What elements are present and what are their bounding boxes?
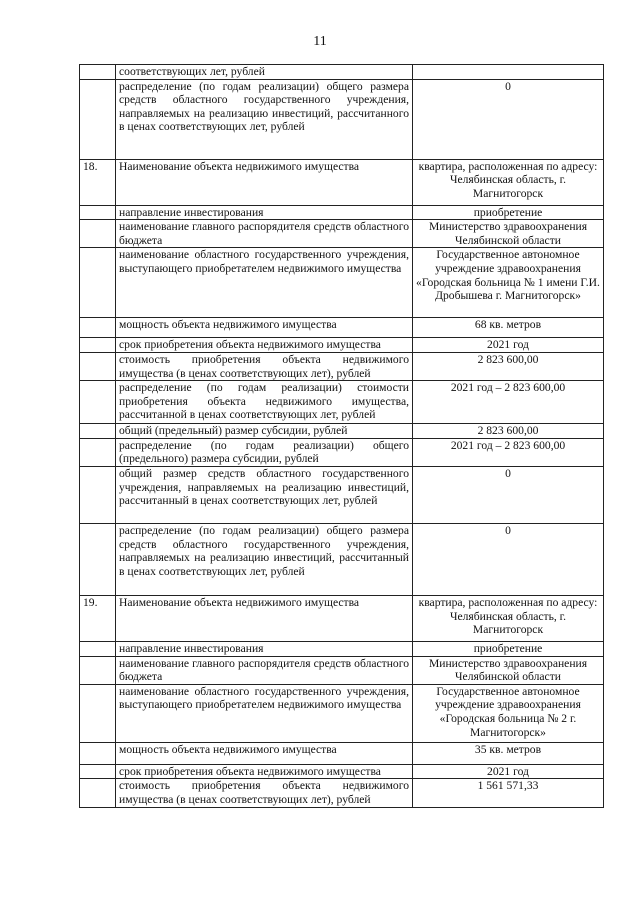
row-parameter-value: Государственное автономное учреждение здравоохранения «Городская больница № 1 имени Г.И. Дробышева г. Магнитогорск» [413,248,604,318]
table-row [80,764,604,779]
table-row [80,424,604,439]
table-row [80,352,604,380]
row-number [80,466,116,523]
row-parameter-value: 2021 год [413,764,604,779]
row-parameter-value: 0 [413,79,604,159]
table-row [80,159,604,205]
table-row [80,779,604,807]
row-parameter-name: соответствующих лет, рублей [116,65,413,80]
row-number [80,352,116,380]
table-row [80,79,604,159]
row-number [80,248,116,318]
table-row [80,318,604,338]
row-parameter-value: Министерство здравоохранения Челябинской области [413,220,604,248]
row-parameter-name: распределение (по годам реализации) общего размера средств областного государственного учреждения, направляемых на реализацию инвестиций, рассчитанного в ценах соответствующих лет, рублей [116,79,413,159]
row-parameter-name: мощность объекта недвижимого имущества [116,318,413,338]
row-number [80,424,116,439]
row-number: 19. [80,595,116,641]
row-number [80,79,116,159]
row-parameter-value: Государственное автономное учреждение здравоохранения «Городская больница № 2 г. Магнитогорск» [413,684,604,742]
row-number [80,205,116,220]
row-parameter-value: 0 [413,523,604,595]
row-number [80,438,116,466]
page-number: 11 [313,34,327,49]
row-parameter-name: стоимость приобретения объекта недвижимого имущества (в ценах соответствующих лет), рублей [116,779,413,807]
row-parameter-value: приобретение [413,205,604,220]
row-parameter-name: срок приобретения объекта недвижимого имущества [116,764,413,779]
table-body [80,65,604,808]
row-parameter-value: 2 823 600,00 [413,352,604,380]
row-parameter-value: 2 823 600,00 [413,424,604,439]
table-row [80,220,604,248]
row-parameter-name: Наименование объекта недвижимого имущества [116,159,413,205]
row-number [80,523,116,595]
table-row [80,656,604,684]
table-row [80,742,604,764]
row-parameter-value: квартира, расположенная по адресу: Челябинская область, г. Магнитогорск [413,159,604,205]
row-parameter-value: квартира, расположенная по адресу: Челябинская область, г. Магнитогорск [413,595,604,641]
row-parameter-value [413,65,604,80]
table-row [80,595,604,641]
table-row [80,641,604,656]
row-parameter-name: наименование главного распорядителя средств областного бюджета [116,656,413,684]
row-parameter-value: 68 кв. метров [413,318,604,338]
row-parameter-value: 2021 год – 2 823 600,00 [413,381,604,424]
row-number [80,220,116,248]
row-parameter-value: Министерство здравоохранения Челябинской области [413,656,604,684]
row-parameter-value: 0 [413,466,604,523]
table-row [80,438,604,466]
table-row [80,523,604,595]
table-row [80,248,604,318]
row-number [80,764,116,779]
row-number [80,656,116,684]
row-parameter-name: наименование областного государственного учреждения, выступающего приобретателем недвижимого имущества [116,248,413,318]
table-row [80,466,604,523]
row-parameter-value: 2021 год – 2 823 600,00 [413,438,604,466]
row-number [80,65,116,80]
row-parameter-value: 1 561 571,33 [413,779,604,807]
row-number [80,381,116,424]
row-number [80,684,116,742]
row-parameter-name: наименование главного распорядителя средств областного бюджета [116,220,413,248]
row-number [80,641,116,656]
row-parameter-value: 35 кв. метров [413,742,604,764]
row-number [80,318,116,338]
row-number [80,779,116,807]
row-parameter-name: стоимость приобретения объекта недвижимого имущества (в ценах соответствующих лет), рублей [116,352,413,380]
row-parameter-name: распределение (по годам реализации) общего размера средств областного государственного учреждения, направляемых на реализацию инвестиций, рассчитанный в ценах соответствующих лет, рублей [116,523,413,595]
row-parameter-name: Наименование объекта недвижимого имущества [116,595,413,641]
row-number: 18. [80,159,116,205]
row-parameter-value: 2021 год [413,338,604,353]
row-parameter-name: направление инвестирования [116,641,413,656]
row-parameter-name: общий размер средств областного государственного учреждения, направляемых на реализацию инвестиций, рассчитанный в ценах соответствующих лет, рублей [116,466,413,523]
row-number [80,338,116,353]
row-parameter-name: распределение (по годам реализации) стоимости приобретения объекта недвижимого имущества, рассчитанной в ценах соответствующих лет, рублей [116,381,413,424]
row-parameter-name: наименование областного государственного учреждения, выступающего приобретателем недвижимого имущества [116,684,413,742]
row-parameter-name: мощность объекта недвижимого имущества [116,742,413,764]
table-row [80,338,604,353]
investment-table [79,64,604,808]
row-parameter-name: срок приобретения объекта недвижимого имущества [116,338,413,353]
table-row [80,684,604,742]
row-parameter-name: направление инвестирования [116,205,413,220]
row-parameter-value: приобретение [413,641,604,656]
table-row [80,381,604,424]
table-row [80,205,604,220]
row-number [80,742,116,764]
table-row [80,65,604,80]
row-parameter-name: общий (предельный) размер субсидии, рублей [116,424,413,439]
row-parameter-name: распределение (по годам реализации) общего (предельного) размера субсидии, рублей [116,438,413,466]
